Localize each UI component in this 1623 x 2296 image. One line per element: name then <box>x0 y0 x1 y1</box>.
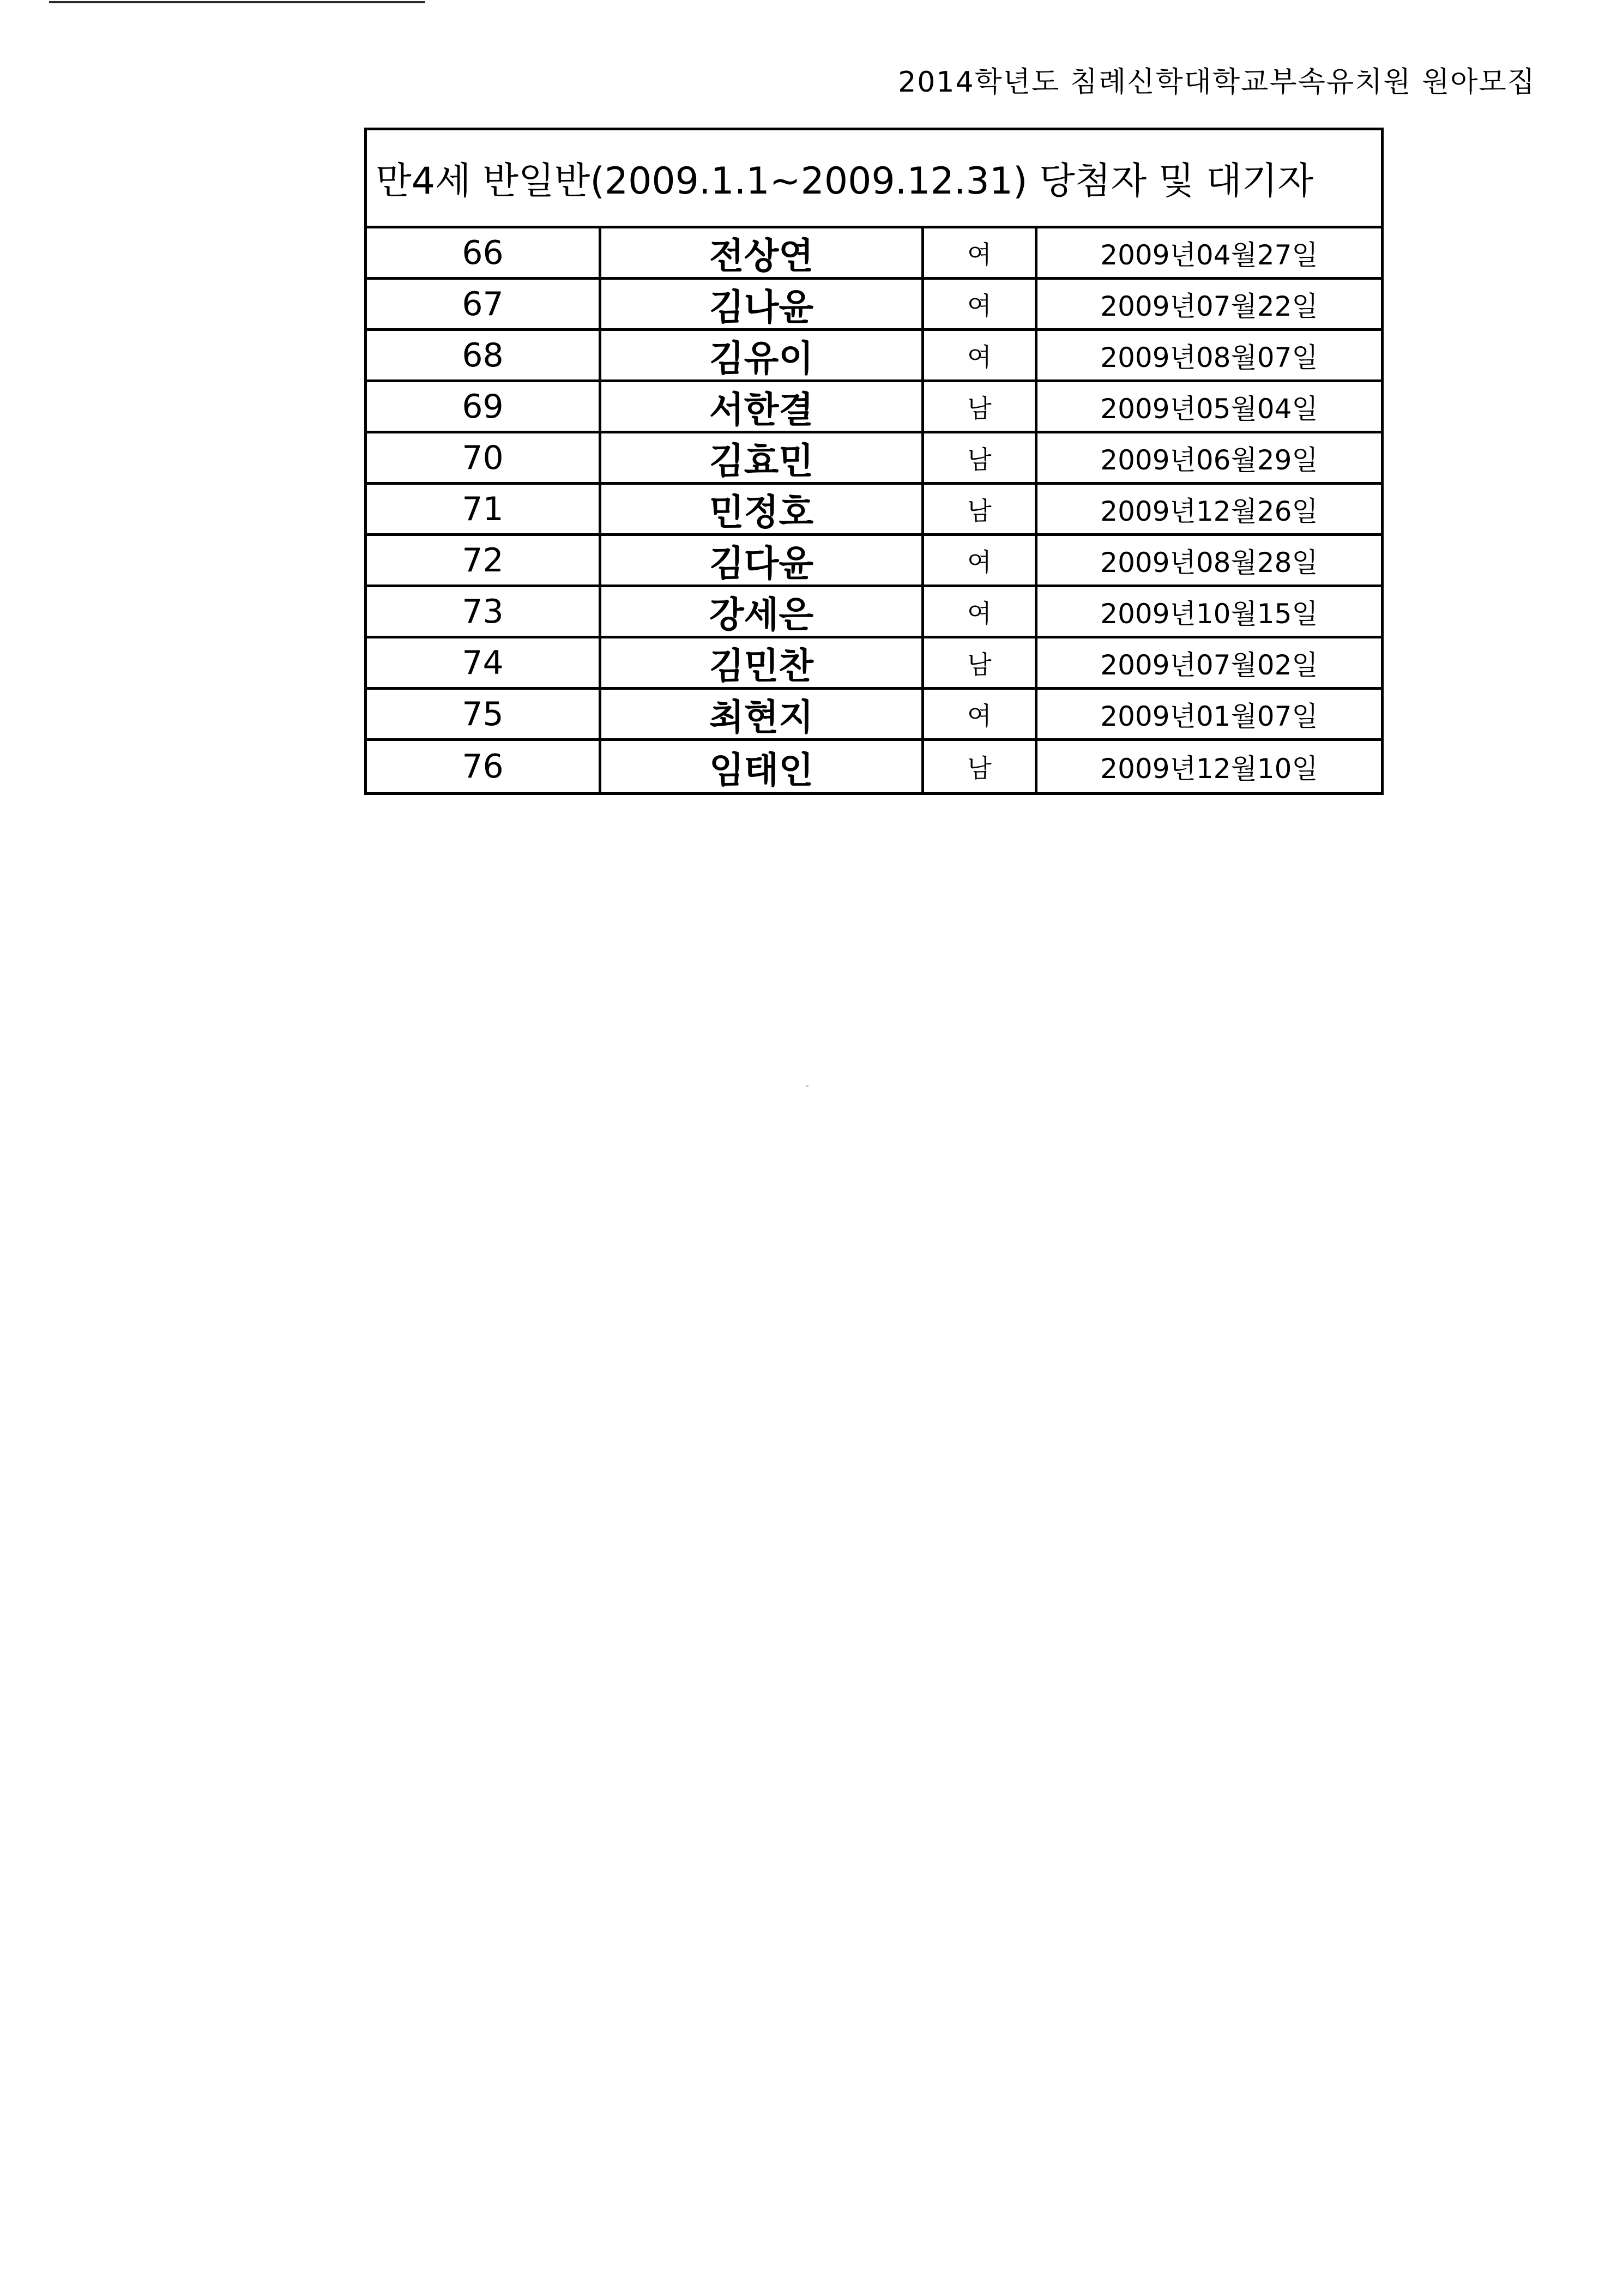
row-number: 76 <box>367 741 601 792</box>
table-row <box>367 382 1381 433</box>
roster-table <box>364 128 1384 795</box>
birth-date: 2009년08월28일 <box>1100 546 1318 578</box>
row-number: 68 <box>367 331 601 379</box>
child-name: 김민찬 <box>601 638 924 687</box>
scan-artifact-line <box>49 1 425 3</box>
table-title-row <box>367 130 1381 228</box>
child-gender: 남 <box>924 433 1037 482</box>
child-gender: 남 <box>924 741 1037 792</box>
table-row <box>367 536 1381 587</box>
table-title: 만4세 반일반(2009.1.1~2009.12.31) 당첨자 및 대기자 <box>376 160 1314 203</box>
table-row <box>367 433 1381 485</box>
row-number: 69 <box>367 382 601 431</box>
table-row <box>367 280 1381 331</box>
birth-date: 2009년08월07일 <box>1100 341 1318 373</box>
row-number: 70 <box>367 433 601 482</box>
row-number: 67 <box>367 280 601 328</box>
table-row <box>367 690 1381 741</box>
row-number: 66 <box>367 228 601 277</box>
child-gender: 남 <box>924 638 1037 687</box>
table-row <box>367 331 1381 382</box>
table-row <box>367 228 1381 280</box>
table-row <box>367 741 1381 792</box>
row-number: 72 <box>367 536 601 584</box>
row-number: 73 <box>367 587 601 636</box>
child-gender: 여 <box>924 587 1037 636</box>
birth-date: 2009년01월07일 <box>1100 700 1318 732</box>
table-row <box>367 638 1381 690</box>
child-gender: 여 <box>924 331 1037 379</box>
child-name: 강세은 <box>601 587 924 636</box>
child-name: 민정호 <box>601 485 924 533</box>
child-gender: 여 <box>924 690 1037 738</box>
row-number: 75 <box>367 690 601 738</box>
birth-date: 2009년06월29일 <box>1100 444 1318 476</box>
scan-speck <box>806 1085 809 1087</box>
child-gender: 남 <box>924 382 1037 431</box>
birth-date: 2009년07월22일 <box>1100 290 1318 322</box>
birth-date: 2009년12월10일 <box>1100 753 1318 785</box>
child-name: 김유이 <box>601 331 924 379</box>
birth-date: 2009년12월26일 <box>1100 495 1318 527</box>
child-gender: 여 <box>924 228 1037 277</box>
child-name: 서한결 <box>601 382 924 431</box>
child-gender: 여 <box>924 280 1037 328</box>
birth-date: 2009년04월27일 <box>1100 239 1318 271</box>
page-header: 2014학년도 침례신학대학교부속유치원 원아모집 <box>898 66 1536 99</box>
child-name: 김나윤 <box>601 280 924 328</box>
birth-date: 2009년05월04일 <box>1100 393 1318 425</box>
child-gender: 여 <box>924 536 1037 584</box>
child-name: 전상연 <box>601 228 924 277</box>
row-number: 71 <box>367 485 601 533</box>
child-name: 김효민 <box>601 433 924 482</box>
birth-date: 2009년10월15일 <box>1100 598 1318 630</box>
table-row <box>367 485 1381 536</box>
child-name: 임태인 <box>601 741 924 792</box>
table-row <box>367 587 1381 638</box>
child-gender: 남 <box>924 485 1037 533</box>
row-number: 74 <box>367 638 601 687</box>
birth-date: 2009년07월02일 <box>1100 649 1318 681</box>
child-name: 김다윤 <box>601 536 924 584</box>
child-name: 최현지 <box>601 690 924 738</box>
